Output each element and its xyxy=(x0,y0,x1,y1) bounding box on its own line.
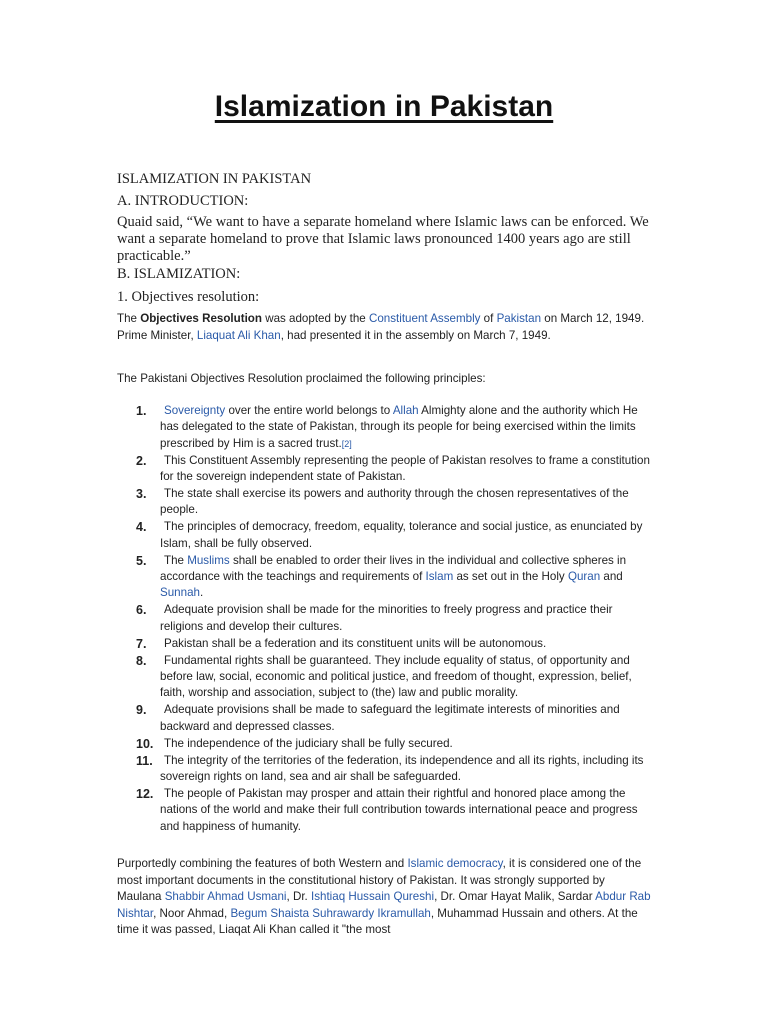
document-title: Islamization in Pakistan xyxy=(214,90,554,123)
principle-text xyxy=(160,702,657,735)
heading-upper: ISLAMIZATION IN PAKISTAN xyxy=(117,171,312,187)
text-run: Pakistan shall be a federation and its constituent units will be autonomous. xyxy=(164,636,547,650)
principle-text xyxy=(160,736,657,752)
principle-item xyxy=(117,702,657,735)
inline-link[interactable]: Begum Shaista Suhrawardy Ikramullah xyxy=(230,906,431,920)
text-run: This Constituent Assembly representing the people of Pakistan resolves to frame a constitution for the sovereign independent state of Pakistan. xyxy=(160,453,650,484)
subsection-objectives: 1. Objectives resolution: xyxy=(117,289,260,305)
text-run: The principles of democracy, freedom, equality, tolerance and social justice, as enunciated by Islam, shall be fully observed. xyxy=(160,520,643,550)
link-pakistan[interactable]: Pakistan xyxy=(496,312,542,325)
intro-quote: Quaid said, “We want to have a separate homeland where Islamic laws can be enforced. We want a separate homeland to prove that Islamic laws pronounced 1400 years ago are still practicable.” xyxy=(117,214,649,264)
principle-item xyxy=(117,786,657,835)
principle-number: 10. xyxy=(136,736,154,751)
principle-text xyxy=(160,653,657,702)
principle-text xyxy=(160,602,657,635)
principle-number: 9. xyxy=(136,703,147,718)
section-a-heading: A. INTRODUCTION: xyxy=(117,193,249,209)
text-run: as set out in the Holy xyxy=(453,570,568,584)
principle-item xyxy=(117,403,657,452)
text-run: , had presented it in the assembly on March 7, 1949. xyxy=(280,328,551,342)
inline-link[interactable]: Ishtiaq Hussain Qureshi xyxy=(310,890,435,903)
text-run: The people of Pakistan may prosper and attain their rightful and honored place among the nations of the world and make their full contribution towards international peace and progress and happiness of humanity. xyxy=(160,786,638,833)
text-run: Purportedly combining the features of both Western and xyxy=(117,857,408,870)
principle-text xyxy=(160,453,657,486)
principle-item xyxy=(117,486,657,519)
principle-text xyxy=(160,786,657,835)
principle-number: 3. xyxy=(136,487,147,502)
text-run: The independence of the judiciary shall be fully secured. xyxy=(164,736,453,750)
principle-number: 8. xyxy=(136,653,147,668)
principle-text xyxy=(160,553,657,602)
bold-term: Objectives Resolution xyxy=(140,312,262,325)
principle-text xyxy=(160,753,657,786)
principle-item xyxy=(117,636,657,652)
principle-text xyxy=(160,486,657,519)
text-run: over the entire world belongs to xyxy=(225,404,393,417)
text-run: . xyxy=(199,586,204,600)
inline-link[interactable]: Shabbir Ahmad Usmani xyxy=(164,890,287,903)
text-run: , Noor Ahmad, xyxy=(153,906,231,920)
principle-text xyxy=(160,636,657,652)
paragraph-principles-intro: The Pakistani Objectives Resolution proclaimed the following principles: xyxy=(117,372,486,385)
principles-list xyxy=(117,403,657,836)
principle-item xyxy=(117,753,657,786)
principle-item xyxy=(117,602,657,635)
principle-item xyxy=(117,553,657,602)
text-run: Fundamental rights shall be guaranteed. They include equality of status, of opportunity and before law, social, economic and political justice, and freedom of thought, expression, belief, faith, worship and association, subject to (the) law and public morality. xyxy=(160,653,632,700)
inline-link[interactable]: Sunnah xyxy=(160,586,200,600)
text-run: , Dr. Omar Hayat Malik, Sardar xyxy=(434,890,596,903)
principle-number: 7. xyxy=(136,636,147,651)
text-run: Almighty alone and the authority which He has delegated to the state of Pakistan, through its people for being exercised within the limits prescribed by Him is a sacred trust. xyxy=(160,404,638,450)
citation-link[interactable]: [2] xyxy=(341,438,352,449)
text-run: The xyxy=(164,553,188,567)
principle-item xyxy=(117,653,657,702)
text-run: The integrity of the territories of the federation, its independence and all its rights, including its sovereign rights on land, sea and air shall be safeguarded. xyxy=(160,753,644,783)
principle-number: 11. xyxy=(136,753,153,768)
text-run: The xyxy=(117,312,141,325)
text-run: Adequate provisions shall be made to safeguard the legitimate interests of minorities and backward and depressed classes. xyxy=(160,703,620,733)
paragraph-purportedly xyxy=(117,856,652,939)
inline-link[interactable]: Sovereignty xyxy=(164,404,226,417)
principle-number: 5. xyxy=(136,553,147,568)
text-run: , it is considered one of the most important documents in the constitutional history of Pakistan. It was strongly supported by Maulana xyxy=(117,857,642,903)
text-run: The state shall exercise its powers and authority through the chosen representatives of the people. xyxy=(160,487,629,517)
inline-link[interactable]: Allah xyxy=(392,404,419,417)
principle-text xyxy=(160,519,657,552)
text-run: was adopted by the xyxy=(261,312,369,325)
inline-link[interactable]: Abdur Rab Nishtar xyxy=(117,890,651,920)
principle-number: 1. xyxy=(136,404,147,418)
text-run: on March 12, 1949. Prime Minister, xyxy=(117,312,645,342)
link-constituent-assembly[interactable]: Constituent Assembly xyxy=(368,312,481,325)
principle-item xyxy=(117,453,657,486)
principle-number: 6. xyxy=(136,603,147,618)
principle-text xyxy=(160,403,657,452)
principle-number: 2. xyxy=(136,453,147,468)
inline-link[interactable]: Quran xyxy=(567,570,601,584)
paragraph-objectives xyxy=(117,311,649,344)
principle-item xyxy=(117,519,657,552)
section-b-heading: B. ISLAMIZATION: xyxy=(117,266,241,282)
text-run: Adequate provision shall be made for the minorities to freely progress and practice their religions and develop their cultures. xyxy=(160,603,613,633)
inline-link[interactable]: Islamic democracy xyxy=(407,857,503,870)
inline-link[interactable]: Muslims xyxy=(187,553,230,567)
principle-number: 12. xyxy=(136,786,154,801)
text-run: , Dr. xyxy=(286,890,311,903)
text-run: , Muhammad Hussain and others. At the time it was passed, Liaqat Ali Khan called it "the most xyxy=(117,906,638,936)
inline-link[interactable]: Islam xyxy=(425,570,454,584)
text-run: and xyxy=(600,570,623,584)
text-run: shall be enabled to order their lives in the individual and collective spheres in accordance with the teachings and requirements of xyxy=(160,553,627,584)
principle-item xyxy=(117,736,657,752)
link-liaquat-ali-khan[interactable]: Liaquat Ali Khan xyxy=(196,328,281,342)
text-run: of xyxy=(480,312,497,325)
principle-number: 4. xyxy=(136,520,147,535)
